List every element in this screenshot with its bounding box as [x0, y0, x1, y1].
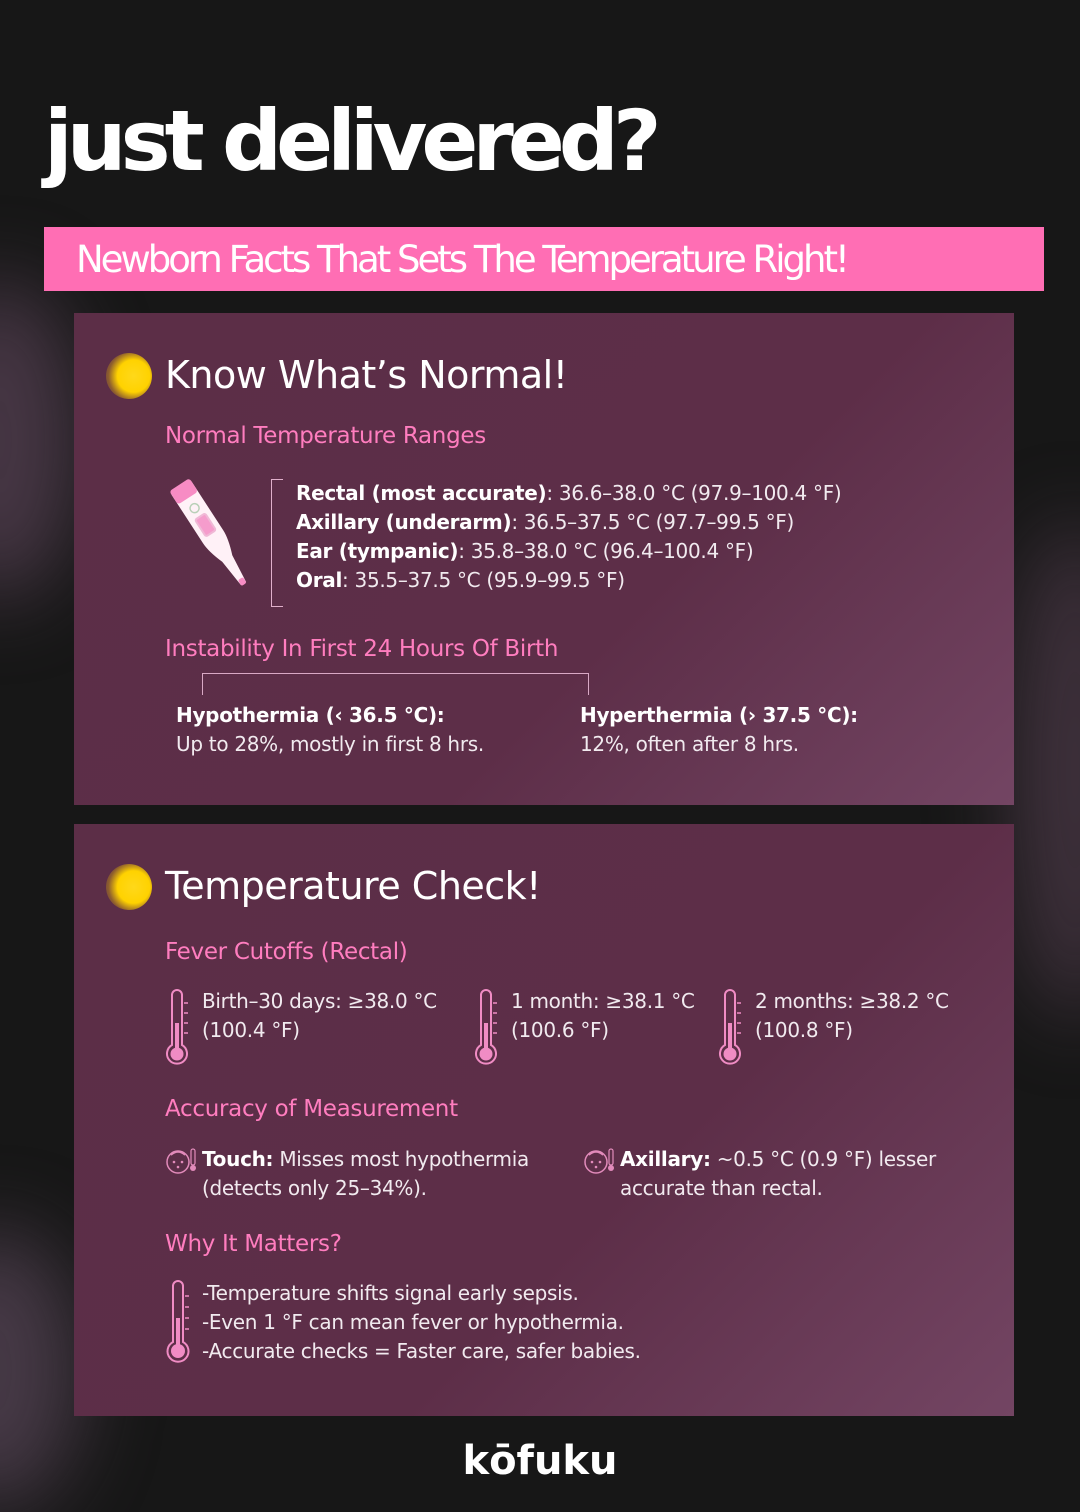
- bracket-divider: [271, 479, 283, 607]
- thermometer-icon: [717, 989, 743, 1067]
- thermometer-icon: [164, 1280, 192, 1364]
- range-list: [296, 479, 841, 595]
- section-title: Know What’s Normal!: [165, 353, 568, 397]
- fever-item-2-months: 2 months: ≥38.2 °C (100.8 °F): [755, 989, 949, 1042]
- fever-item-birth-30-days: Birth–30 days: ≥38.0 °C (100.4 °F): [202, 989, 437, 1042]
- instability-hypothermia: Hypothermia (‹ 36.5 °C): Up to 28%, mostly in first 8 hrs.: [176, 703, 484, 756]
- card-know-whats-normal: [74, 313, 1014, 805]
- list-item: -Even 1 °F can mean fever or hypothermia.: [202, 1310, 624, 1334]
- fever-item-1-month: 1 month: ≥38.1 °C (100.6 °F): [511, 989, 695, 1042]
- range-item-axillary: Axillary (underarm): 36.5–37.5 °C (97.7–99.5 °F): [296, 510, 794, 534]
- baby-thermometer-icon: [582, 1147, 616, 1175]
- card-temperature-check: [74, 824, 1014, 1416]
- subheading-normal-ranges: Normal Temperature Ranges: [165, 423, 486, 449]
- digital-thermometer-icon: [162, 469, 262, 601]
- subheading-fever-cutoffs: Fever Cutoffs (Rectal): [165, 939, 408, 965]
- list-item: -Temperature shifts signal early sepsis.: [202, 1281, 579, 1305]
- subheading-instability: Instability In First 24 Hours Of Birth: [165, 636, 559, 662]
- instability-hyperthermia: Hyperthermia (› 37.5 °C): 12%, often after 8 hrs.: [580, 703, 858, 756]
- bracket-divider: [202, 673, 589, 695]
- range-item-oral: Oral: 35.5–37.5 °C (95.9–99.5 °F): [296, 568, 625, 592]
- thermometer-icon: [164, 989, 190, 1067]
- section-title: Temperature Check!: [165, 864, 541, 908]
- background-glow: [0, 280, 80, 600]
- sun-icon: [106, 864, 152, 910]
- accuracy-item-touch: Touch: Misses most hypothermia (detects only 25–34%).: [202, 1147, 529, 1200]
- subheading-why-it-matters: Why It Matters?: [165, 1231, 342, 1257]
- range-item-ear: Ear (tympanic): 35.8–38.0 °C (96.4–100.4 °F): [296, 539, 754, 563]
- why-it-matters-list: [202, 1279, 641, 1366]
- page-title: just delivered?: [44, 92, 656, 190]
- accuracy-item-axillary: Axillary: ~0.5 °C (0.9 °F) lesser accurate than rectal.: [620, 1147, 936, 1200]
- subheading-accuracy: Accuracy of Measurement: [165, 1096, 458, 1122]
- subtitle-banner: [44, 227, 1044, 291]
- thermometer-icon: [473, 989, 499, 1067]
- range-item-rectal: Rectal (most accurate): 36.6–38.0 °C (97.9–100.4 °F): [296, 481, 842, 505]
- baby-thermometer-icon: [164, 1147, 198, 1175]
- banner-text: Newborn Facts That Sets The Temperature Right!: [76, 237, 847, 281]
- sun-icon: [106, 353, 152, 399]
- list-item: -Accurate checks = Faster care, safer babies.: [202, 1339, 641, 1363]
- brand-logo: kōfuku: [462, 1438, 618, 1484]
- background-glow: [1010, 520, 1080, 1020]
